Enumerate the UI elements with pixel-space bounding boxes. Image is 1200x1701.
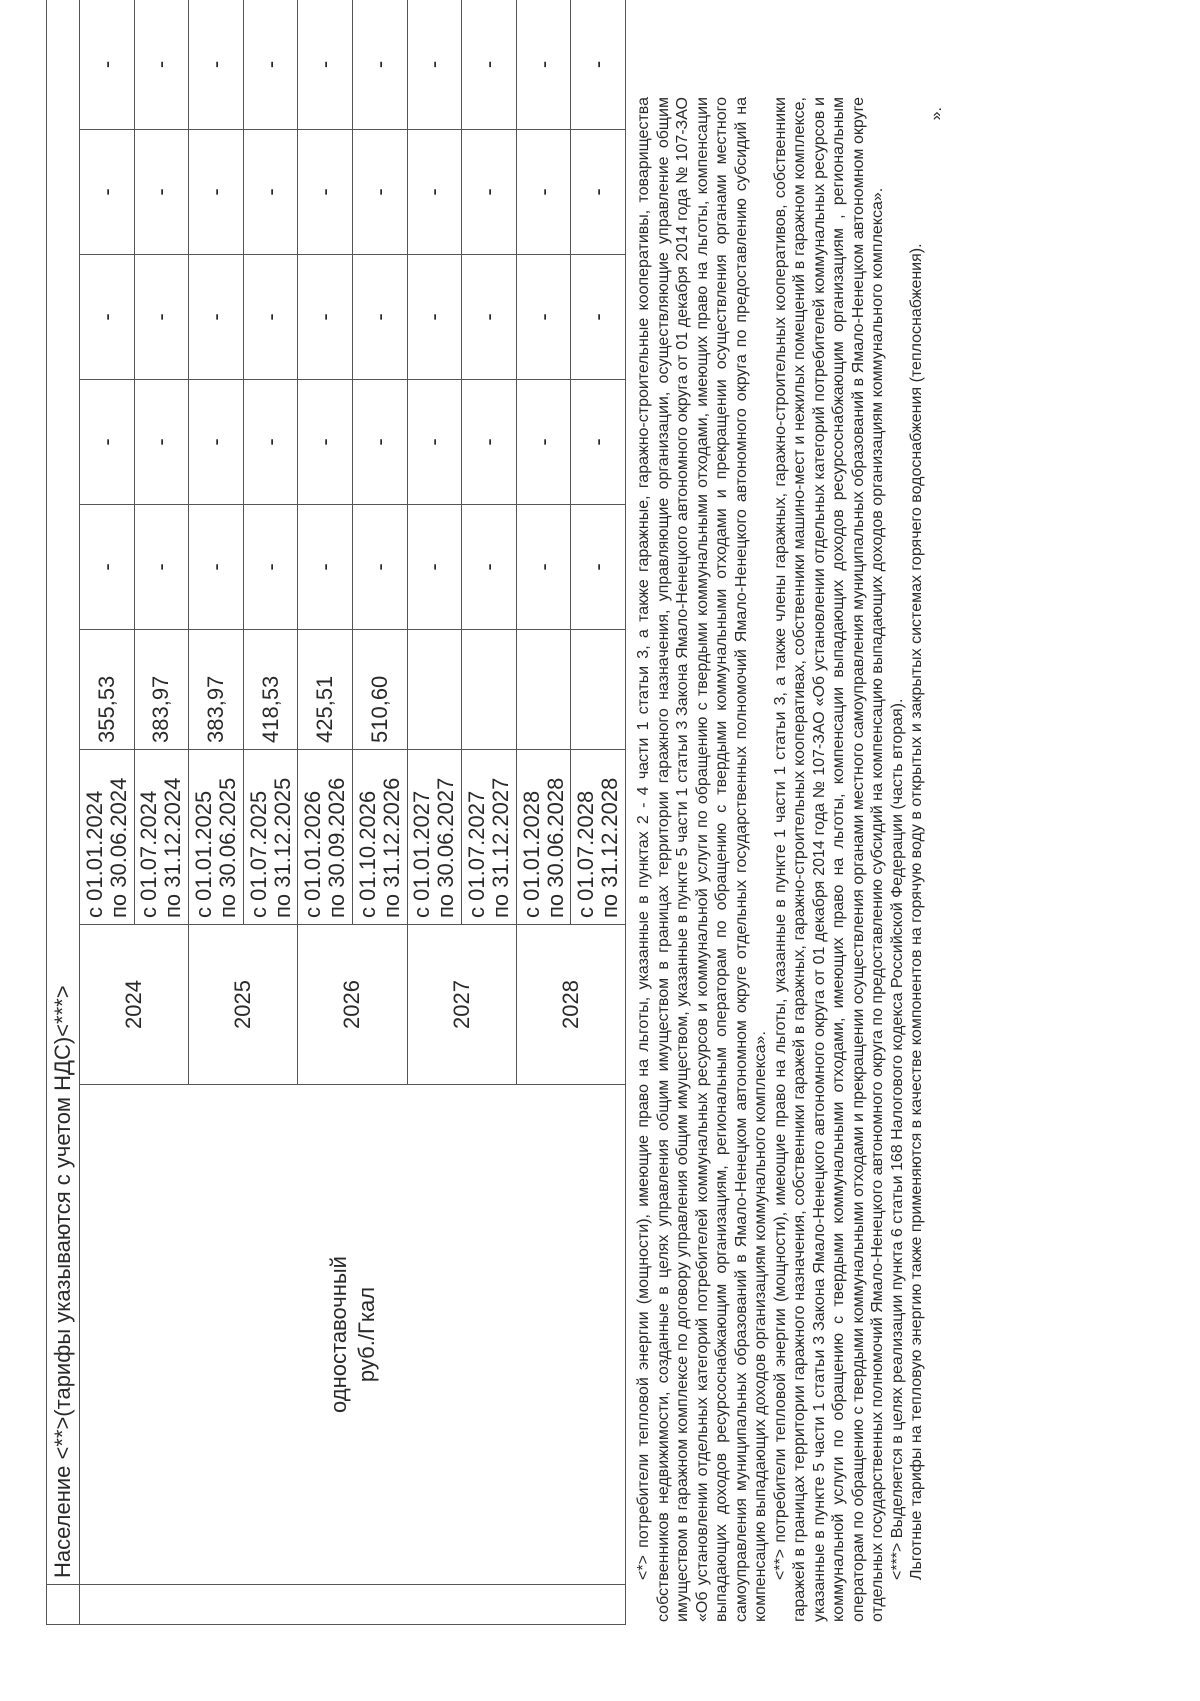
period-cell [80, 750, 135, 925]
dash-cell: - [243, 130, 298, 255]
dash-cell: - [134, 505, 189, 630]
dash-cell: - [80, 380, 135, 505]
dash-cell: - [571, 255, 626, 380]
dash-cell: - [189, 0, 244, 130]
period-cell [407, 750, 462, 925]
dash-cell: - [134, 380, 189, 505]
unit-line-1: одноставочный [325, 1256, 351, 1413]
dash-cell: - [462, 255, 517, 380]
year-cell: 2027 [407, 925, 516, 1085]
period-to: по 30.06.2027 [433, 777, 459, 918]
period-from: с 01.01.2026 [300, 790, 326, 918]
table-row [80, 0, 135, 1625]
value-cell [571, 630, 626, 750]
dash-cell: - [298, 130, 353, 255]
period-to: по 30.06.2024 [105, 777, 131, 918]
dash-cell: - [243, 255, 298, 380]
dash-cell: - [407, 255, 462, 380]
period-to: по 31.12.2026 [378, 777, 404, 918]
footnote-1: <*> потребители тепловой энергии (мощности), имеющие право на льготы, указанные в пунктах 2 - 4 части 1 статьи 3, а также гаражные, гаражно-строительные кооперативы, товарищества собственников недвижимости, созданные в целях управления общим имуществом в границах территории гаражного назначения, управляющие организации, осуществляющие управление общим имуществом в гаражном комплексе по договору управления общим имуществом, указанные в пункте 5 части 1 статьи 3 Закона Ямало-Ненецкого автономного округа от 01 декабря 2014 года № 107-ЗАО «Об установлении отдельных категорий потребителей коммунальных ресурсов и коммунальной услуги по обращению с твердыми коммунальными отходами, имеющих право на льготы, компенсации выпадающих доходов ресурсоснабжающим организациям, региональным операторам по обращению с твердыми коммунальными отходами и прекращении осуществления органами местного самоуправления муниципальных образований в Ямало-Ненецком автономном округе отдельных государственных полномочий Ямало-Ненецкого автономного округа по предоставлению субсидий на компенсацию выпадающих доходов организациям коммунального комплекса». [635, 97, 769, 1622]
dash-cell: - [407, 380, 462, 505]
table-cell [80, 1585, 626, 1625]
value-cell [407, 630, 462, 750]
period-cell [516, 750, 571, 925]
tariff-table [46, 0, 626, 1625]
dash-cell: - [462, 380, 517, 505]
dash-cell: - [516, 380, 571, 505]
period-from: с 01.07.2024 [136, 790, 162, 918]
dash-cell: - [462, 505, 517, 630]
dash-cell: - [189, 255, 244, 380]
dash-cell: - [407, 0, 462, 130]
dash-cell: - [298, 255, 353, 380]
table-header-row [47, 0, 80, 1625]
period-cell [298, 750, 353, 925]
dash-cell: - [352, 505, 407, 630]
year-cell: 2028 [516, 925, 625, 1085]
period-cell [189, 750, 244, 925]
year-cell: 2025 [189, 925, 298, 1085]
period-to: по 31.12.2028 [597, 777, 623, 918]
dash-cell: - [80, 130, 135, 255]
period-to: по 30.09.2026 [324, 777, 350, 918]
dash-cell: - [462, 130, 517, 255]
period-cell [352, 750, 407, 925]
dash-cell: - [80, 0, 135, 130]
dash-cell: - [352, 0, 407, 130]
period-cell [462, 750, 517, 925]
dash-cell: - [571, 505, 626, 630]
dash-cell: - [298, 0, 353, 130]
period-from: с 01.01.2028 [518, 790, 544, 918]
value-cell [516, 630, 571, 750]
value-cell: 383,97 [134, 630, 189, 750]
dash-cell: - [298, 505, 353, 630]
table-cell [47, 1585, 80, 1625]
dash-cell: - [80, 255, 135, 380]
dash-cell: - [571, 130, 626, 255]
dash-cell: - [134, 130, 189, 255]
footnotes [634, 97, 946, 1622]
value-cell [462, 630, 517, 750]
footnote-2: <**> потребители тепловой энергии (мощности), имеющие право на льготы, указанные в пункте 1 части 1 статьи 3, а также члены гаражных, гаражно-строительных кооперативов, собственники гаражей в границах территории гаражного назначения, собственники гаражей в гаражных, гаражно-строительных кооперативах, собственники машино-мест и нежилых помещений в гаражном комплексе, указанные в пункте 5 части 1 статьи 3 Закона Ямало-Ненецкого автономного округа от 01 декабря 2014 года № 107-ЗАО «Об установлении отдельных категорий потребителей коммунальных ресурсов и коммунальной услуги по обращению с твердыми коммунальными отходами, имеющих право на льготы, компенсации выпадающих доходов ресурсоснабжающим организациям , региональным операторам по обращению с твердыми коммунальными отходами и прекращении осуществления органами местного самоуправления муниципальных образований в Ямало-Ненецком автономном округе отдельных государственных полномочий Ямало-Ненецкого автономного округа по предоставлению субсидий на компенсацию выпадающих доходов организациям коммунального комплекса». [771, 97, 886, 1622]
value-cell: 510,60 [352, 630, 407, 750]
year-cell: 2024 [80, 925, 189, 1085]
dash-cell: - [134, 255, 189, 380]
unit-line-2: руб./Гкал [353, 1286, 379, 1383]
period-from: с 01.01.2025 [190, 790, 216, 918]
dash-cell: - [80, 505, 135, 630]
dash-cell: - [243, 0, 298, 130]
period-to: по 31.12.2025 [269, 777, 295, 918]
period-to: по 30.06.2028 [542, 777, 568, 918]
period-to: по 31.12.2024 [160, 777, 186, 918]
value-cell: 355,53 [80, 630, 135, 750]
dash-cell: - [407, 505, 462, 630]
dash-cell: - [243, 380, 298, 505]
year-cell: 2026 [298, 925, 407, 1085]
table-header: Население <**>(тарифы указываются с учетом НДС)<***> [47, 0, 80, 1585]
period-cell [571, 750, 626, 925]
dash-cell: - [571, 380, 626, 505]
footnote-4: Льготные тарифы на тепловую энергию также применяются в качестве компонентов на горячую воду в открытых и закрытых системах горячего водоснабжения (теплоснабжения). [908, 243, 925, 1580]
dash-cell: - [134, 0, 189, 130]
dash-cell: - [516, 0, 571, 130]
period-cell [134, 750, 189, 925]
period-to: по 30.06.2025 [214, 777, 240, 918]
period-from: с 01.07.2028 [573, 790, 599, 918]
dash-cell: - [407, 130, 462, 255]
dash-cell: - [243, 505, 298, 630]
period-from: с 01.01.2024 [81, 790, 107, 918]
dash-cell: - [189, 505, 244, 630]
period-from: с 01.07.2027 [463, 790, 489, 918]
dash-cell: - [462, 0, 517, 130]
period-from: с 01.07.2025 [245, 790, 271, 918]
dash-cell: - [516, 255, 571, 380]
value-cell: 425,51 [298, 630, 353, 750]
period-from: с 01.10.2026 [354, 790, 380, 918]
dash-cell: - [352, 255, 407, 380]
unit-cell [80, 1085, 626, 1585]
dash-cell: - [516, 130, 571, 255]
dash-cell: - [298, 380, 353, 505]
dash-cell: - [352, 380, 407, 505]
footnote-3: <***> Выделяется в целях реализации пункта 6 статьи 168 Налогового кодекса Российской Федерации (часть вторая). [888, 698, 906, 1580]
dash-cell: - [189, 380, 244, 505]
dash-cell: - [189, 130, 244, 255]
value-cell: 418,53 [243, 630, 298, 750]
period-from: с 01.01.2027 [409, 790, 435, 918]
dash-cell: - [516, 505, 571, 630]
period-to: по 31.12.2027 [487, 777, 513, 918]
value-cell: 383,97 [189, 630, 244, 750]
dash-cell: - [571, 0, 626, 130]
period-cell [243, 750, 298, 925]
dash-cell: - [352, 130, 407, 255]
closing-quote: ». [927, 107, 945, 121]
